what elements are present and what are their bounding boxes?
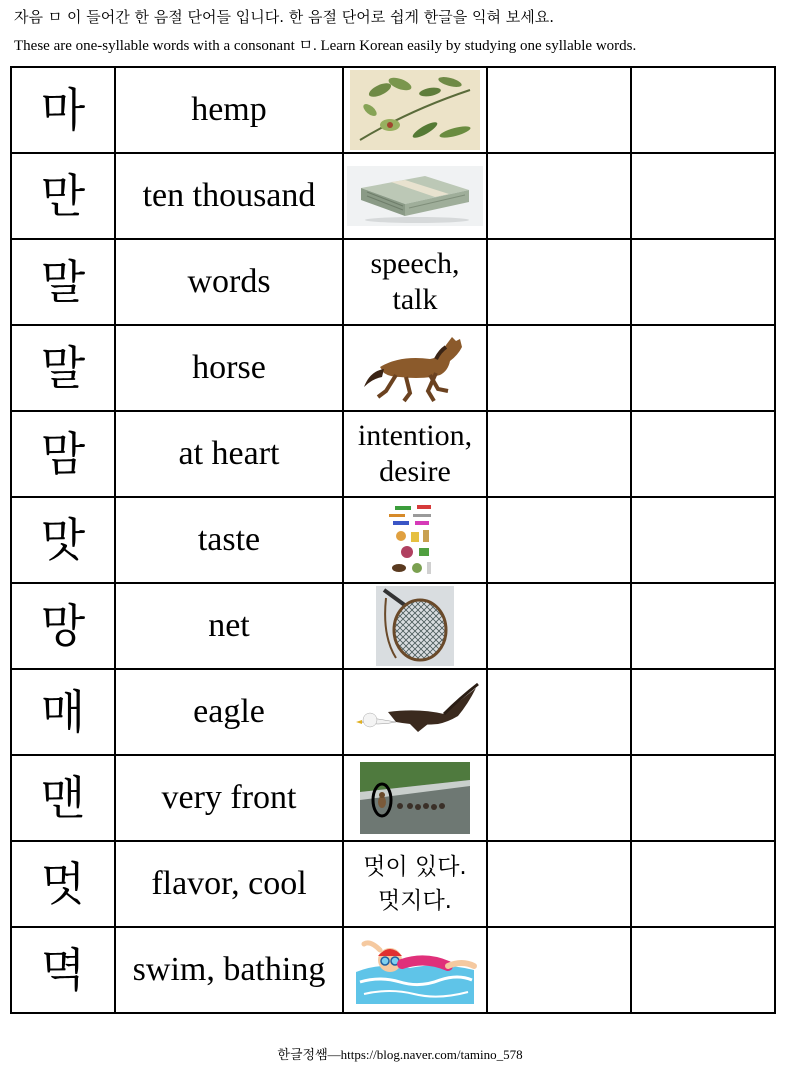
picture-cell (343, 67, 487, 153)
empty-cell (487, 497, 631, 583)
note-cell (343, 411, 487, 497)
english-meaning: horse (192, 349, 266, 386)
english-meaning: at heart (178, 435, 280, 472)
korean-word: 망 (40, 599, 86, 653)
english-cell (115, 239, 343, 325)
english-cell (115, 67, 343, 153)
table-row (11, 239, 775, 325)
korean-cell (11, 67, 115, 153)
taste-flavors-chart (385, 502, 445, 578)
korean-cell (11, 841, 115, 927)
table-row (11, 755, 775, 841)
empty-cell (631, 497, 775, 583)
empty-cell (631, 411, 775, 497)
english-cell (115, 583, 343, 669)
korean-cell (11, 239, 115, 325)
empty-cell (487, 927, 631, 1013)
empty-cell (631, 927, 775, 1013)
empty-cell (631, 669, 775, 755)
empty-cell (487, 411, 631, 497)
korean-word: 맘 (40, 427, 86, 481)
korean-word: 맨 (40, 771, 86, 825)
picture-cell (343, 497, 487, 583)
note-line: intention, (357, 419, 473, 452)
table-row (11, 497, 775, 583)
table-row (11, 927, 775, 1013)
duck-leading-ducklings (360, 762, 470, 834)
stack-of-banknotes (347, 166, 483, 226)
korean-word: 말 (40, 255, 86, 309)
empty-cell (631, 67, 775, 153)
english-meaning: hemp (191, 91, 267, 128)
footer-credit: 한글정쌤—https://blog.naver.com/tamino_578 (277, 1047, 523, 1062)
english-meaning: ten thousand (142, 177, 316, 214)
english-cell (115, 325, 343, 411)
note-line: 멋지다. (378, 888, 452, 914)
table-row (11, 669, 775, 755)
empty-cell (487, 583, 631, 669)
picture-cell (343, 927, 487, 1013)
table-row (11, 841, 775, 927)
note-line: desire (379, 455, 451, 488)
empty-cell (487, 841, 631, 927)
empty-cell (487, 325, 631, 411)
empty-cell (487, 669, 631, 755)
picture-cell (343, 583, 487, 669)
note-cell (343, 841, 487, 927)
picture-cell (343, 153, 487, 239)
intro-korean: 자음 ㅁ 이 들어간 한 음절 단어들 입니다. 한 음절 단어로 쉽게 한글을 익혀 보세요. (14, 8, 554, 26)
korean-word: 마 (40, 83, 86, 137)
table-row (11, 67, 775, 153)
picture-cell (343, 325, 487, 411)
empty-cell (487, 755, 631, 841)
english-cell (115, 841, 343, 927)
empty-cell (631, 841, 775, 927)
table-row (11, 153, 775, 239)
korean-word: 맛 (40, 513, 86, 567)
table-row (11, 583, 775, 669)
korean-cell (11, 411, 115, 497)
korean-cell (11, 583, 115, 669)
english-meaning: words (187, 263, 271, 300)
korean-word: 멋 (40, 857, 86, 911)
note-line: speech, (370, 247, 460, 280)
table-row (11, 325, 775, 411)
korean-cell (11, 325, 115, 411)
korean-word: 만 (40, 169, 86, 223)
english-meaning: very front (161, 779, 297, 816)
english-cell (115, 497, 343, 583)
english-cell (115, 927, 343, 1013)
empty-cell (631, 755, 775, 841)
empty-cell (631, 153, 775, 239)
korean-cell (11, 153, 115, 239)
note-line: 멋이 있다. (363, 854, 467, 880)
korean-cell (11, 927, 115, 1013)
galloping-horse (360, 331, 470, 405)
hemp-leaves-illustration (350, 70, 480, 150)
english-cell (115, 669, 343, 755)
korean-cell (11, 497, 115, 583)
english-meaning: swim, bathing (132, 951, 326, 988)
intro-english: These are one-syllable words with a consonant ㅁ. Learn Korean easily by studying one syllable words. (14, 38, 637, 54)
swimmer-cartoon (350, 932, 480, 1008)
english-cell (115, 411, 343, 497)
english-meaning: eagle (193, 693, 265, 730)
empty-cell (631, 325, 775, 411)
picture-cell (343, 755, 487, 841)
note-cell (343, 239, 487, 325)
english-meaning: flavor, cool (151, 865, 307, 902)
note-line: talk (392, 283, 438, 316)
korean-word: 멱 (40, 943, 86, 997)
english-meaning: taste (197, 521, 261, 558)
empty-cell (487, 239, 631, 325)
empty-cell (631, 239, 775, 325)
picture-cell (343, 669, 487, 755)
korean-cell (11, 755, 115, 841)
korean-word: 말 (40, 341, 86, 395)
korean-cell (11, 669, 115, 755)
english-cell (115, 153, 343, 239)
english-cell (115, 755, 343, 841)
table-row (11, 411, 775, 497)
vocabulary-table (10, 66, 776, 1014)
flying-eagle (348, 682, 482, 742)
empty-cell (487, 153, 631, 239)
korean-word: 매 (40, 685, 86, 739)
english-meaning: net (208, 607, 250, 644)
hand-net (376, 586, 454, 666)
empty-cell (487, 67, 631, 153)
empty-cell (631, 583, 775, 669)
